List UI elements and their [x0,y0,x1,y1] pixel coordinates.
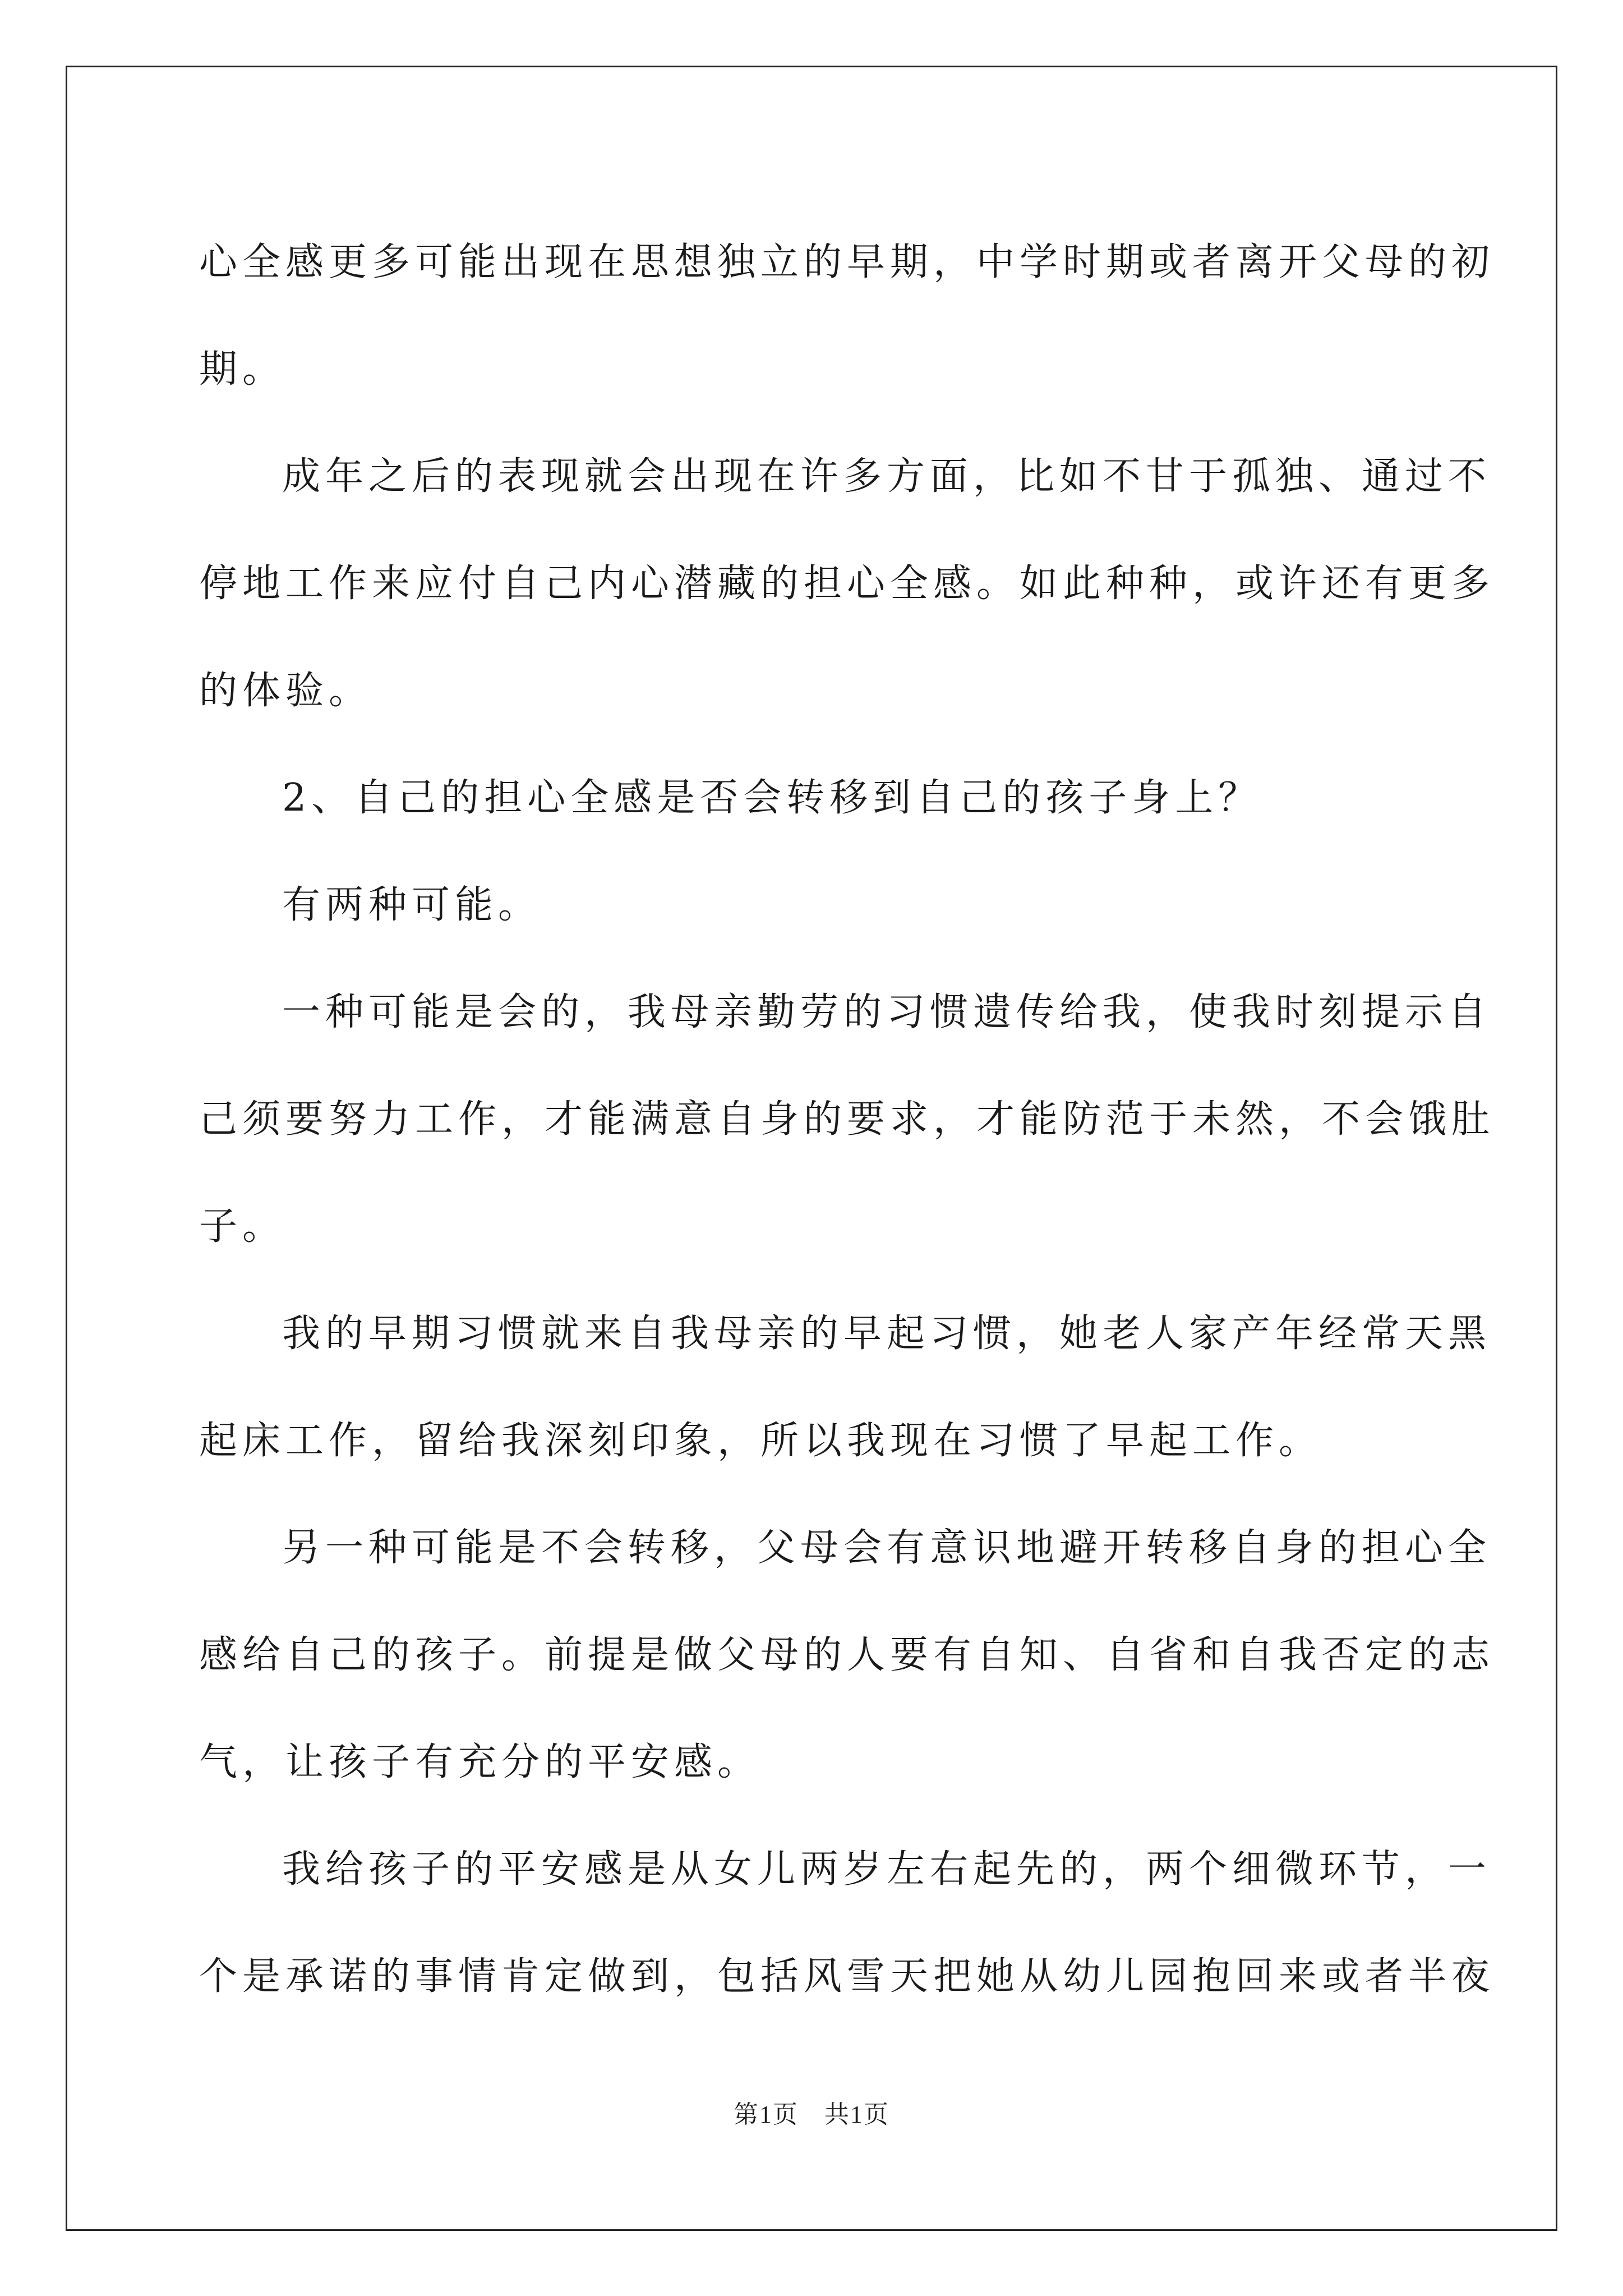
paragraph-1 [199,209,1495,423]
text-line: 己须要努力工作，才能满意自身的要求，才能防范于未然，不会饿肚 [199,1097,1495,1142]
text-line: 一种可能是会的，我母亲勤劳的习惯遗传给我，使我时刻提示自 [282,990,1492,1034]
paragraph-7 [199,1494,1495,1816]
text-line: 感给自己的孩子。前提是做父母的人要有自知、自省和自我否定的志 [199,1633,1495,1677]
text-line: 子。 [199,1204,286,1249]
text-line: 的体验。 [199,669,372,713]
paragraph-3 [199,744,1431,852]
page-number: 第1页 共1页 [734,2101,889,2128]
text-line: 我给孩子的平安感是从女儿两岁左右起先的，两个细微环节，一 [282,1847,1492,1892]
paragraph-8 [199,1816,1495,2030]
text-line: 气，让孩子有充分的平安感。 [199,1740,761,1784]
text-line: 我的早期习惯就来自我母亲的早起习惯，她老人家产年经常天黑 [282,1312,1492,1356]
paragraph-2 [199,423,1495,744]
paragraph-4 [199,852,1431,959]
text-line: 停地工作来应付自己内心潜藏的担心全感。如此种种，或许还有更多 [199,562,1495,606]
paragraph-5 [199,959,1495,1280]
text-line: 有两种可能。 [282,883,542,927]
paragraph-6 [199,1280,1492,1494]
text-line: 心全感更多可能出现在思想独立的早期，中学时期或者离开父母的初 [199,240,1495,284]
text-line: 期。 [199,347,286,392]
text-line: 起床工作，留给我深刻印象，所以我现在习惯了早起工作。 [199,1419,1322,1463]
text-line: 2、自己的担心全感是否会转移到自己的孩子身上？ [282,776,1262,820]
text-line: 成年之后的表现就会出现在许多方面，比如不甘于孤独、通过不 [282,454,1492,499]
text-line: 个是承诺的事情肯定做到，包括风雪天把她从幼儿园抱回来或者半夜 [199,1954,1495,1999]
document-body [199,209,1495,2030]
text-line: 另一种可能是不会转移，父母会有意识地避开转移自身的担心全 [282,1526,1492,1570]
